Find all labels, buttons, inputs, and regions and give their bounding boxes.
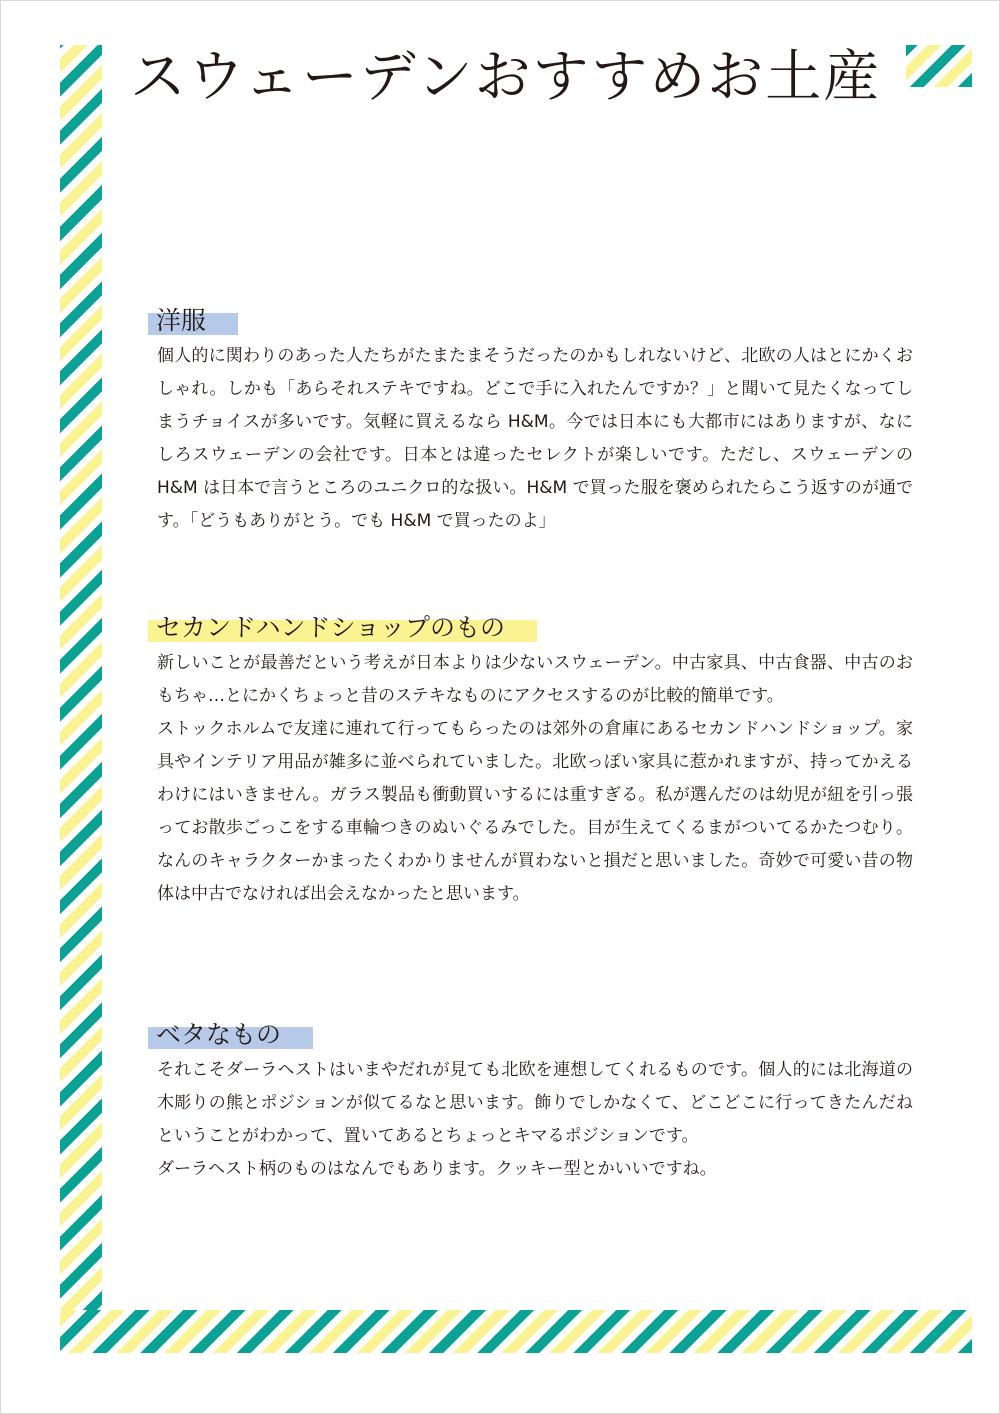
- top-right-stripe-accent: [906, 45, 972, 87]
- section-body: [157, 1054, 913, 1186]
- paragraph: ダーラヘスト柄のものはなんでもあります。クッキー型とかいいですね。: [157, 1159, 717, 1179]
- left-stripe-border: [60, 45, 102, 1353]
- paragraph: 新しいことが最善だという考えが日本よりは少ないスウェーデン。中古家具、中古食器、中古のおもちゃ…とにかくちょっと昔のステキなものにアクセスするのが比較的簡単です。: [157, 653, 913, 706]
- page-title: スウェーデンおすすめお土産: [130, 45, 882, 110]
- bottom-stripe-border: [60, 1310, 972, 1353]
- paragraph: 個人的に関わりのあった人たちがたまたまそうだったのかもしれないけど、北欧の人はとにかくおしゃれ。しかも「あらそれステキですね。どこで手に入れたんですか？」と聞いて見たくなってしまうチョイスが多いです。気軽に買えるなら H&M。今では日本にも大都市にはありますが、なにしろスウェーデンの会社です。日本とは違ったセレクトが楽しいです。ただし、スウェーデンの H&M は日本で言うところのユニクロ的な扱い。H&M で買った服を褒められたらこう返すのが通です。「どうもありがとう。でも H&M で買ったのよ」: [157, 346, 913, 531]
- section-clothes: [148, 306, 918, 538]
- section-heading: セカンドハンドショップのもの: [148, 613, 537, 643]
- section-heading: 洋服: [148, 306, 238, 336]
- section-secondhand: [148, 613, 918, 911]
- section-body: [157, 647, 913, 911]
- section-classic: [148, 1020, 918, 1186]
- paragraph: それこそダーラヘストはいまやだれが見ても北欧を連想してくれるものです。個人的には北海道の木彫りの熊とポジションが似てるなと思います。飾りでしかなくて、どこどこに行ってきたんだねということがわかって、置いてあるとちょっとキマるポジションです。: [157, 1060, 913, 1146]
- paragraph: ストックホルムで友達に連れて行ってもらったのは郊外の倉庫にあるセカンドハンドショップ。家具やインテリア用品が雑多に並べられていました。北欧っぽい家具に惹かれますが、持ってかえるわけにはいきません。ガラス製品も衝動買いするには重すぎる。私が選んだのは幼児が紐を引っ張ってお散歩ごっこをする車輪つきのぬいぐるみでした。目が生えてくるまがついてるかたつむり。なんのキャラクターかまったくわかりませんが買わないと損だと思いました。奇妙で可愛い昔の物体は中古でなければ出会えなかったと思います。: [157, 719, 913, 904]
- section-heading: ベタなもの: [148, 1020, 313, 1050]
- section-body: [157, 340, 913, 538]
